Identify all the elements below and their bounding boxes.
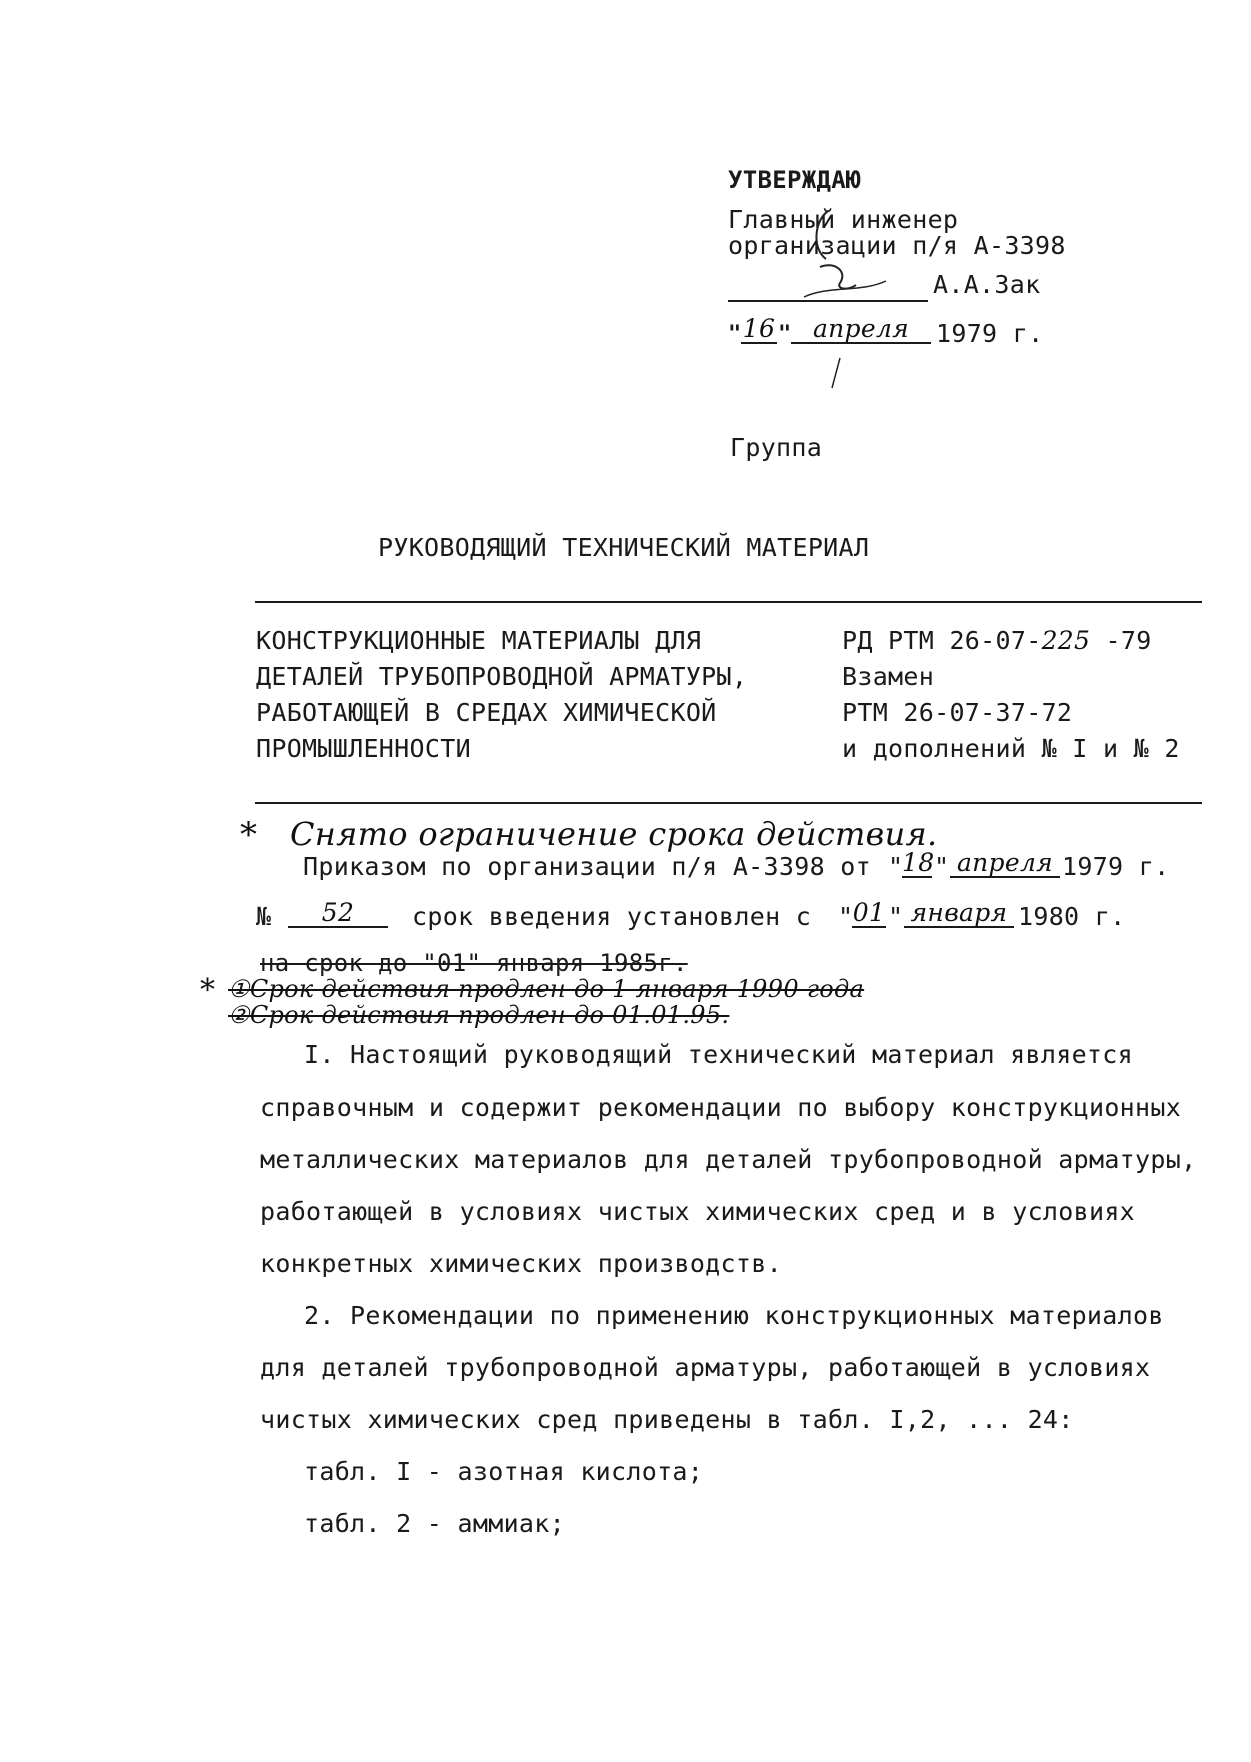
intro-quote-close: " bbox=[888, 902, 904, 931]
approval-date-month: апреля bbox=[791, 314, 931, 344]
designation-suffix: -79 bbox=[1090, 626, 1152, 655]
p2-line-1: 2. Рекомендации по применению конструкционных материалов bbox=[304, 1301, 1164, 1330]
p2-line-2: для деталей трубопроводной арматуры, работающей в условиях bbox=[260, 1353, 1151, 1382]
approval-position-line2: организации п/я А-3398 bbox=[728, 231, 1066, 260]
table-ref-2: табл. 2 - аммиак; bbox=[304, 1509, 565, 1538]
designation-replaces: Взамен bbox=[842, 662, 935, 691]
p1-line-3: металлических материалов для деталей трубопроводной арматуры, bbox=[260, 1145, 1197, 1174]
title-line-3: РАБОТАЮЩЕЙ В СРЕДАХ ХИМИЧЕСКОЙ bbox=[256, 698, 717, 727]
title-line-2: ДЕТАЛЕЙ ТРУБОПРОВОДНОЙ АРМАТУРЫ, bbox=[256, 662, 748, 691]
struck-term: на срок до "01" января 1985г. bbox=[260, 949, 688, 977]
p1-line-1: I. Настоящий руководящий технический материал является bbox=[304, 1040, 1133, 1069]
approval-title: УТВЕРЖДАЮ bbox=[728, 166, 861, 194]
order-text: Приказом по организации п/я А-3398 от bbox=[303, 852, 871, 881]
order-number: 52 bbox=[288, 898, 388, 928]
p1-line-2: справочным и содержит рекомендации по выбору конструкционных bbox=[260, 1093, 1182, 1122]
order-year: 1979 г. bbox=[1062, 852, 1170, 881]
note-star-2: * bbox=[200, 973, 216, 1008]
top-rule bbox=[255, 601, 1202, 603]
approval-date-year: 1979 г. bbox=[936, 319, 1044, 348]
approver-name: А.А.Зак bbox=[933, 270, 1041, 299]
extension-2: ②Срок действия продлен до 01.01.95. bbox=[228, 1001, 730, 1029]
order-day: 18 bbox=[902, 848, 935, 877]
note-star-1: * bbox=[240, 815, 258, 855]
order-month: апреля bbox=[950, 848, 1060, 878]
approval-date-day: 16 bbox=[742, 314, 776, 343]
p2-line-3: чистых химических сред приведены в табл. I,2, ... 24: bbox=[260, 1405, 1074, 1434]
table-ref-1: табл. I - азотная кислота; bbox=[304, 1457, 704, 1486]
intro-text: срок введения установлен с bbox=[412, 902, 812, 931]
order-quote-open: " bbox=[888, 852, 904, 881]
approval-position-line1: Главный инженер bbox=[728, 205, 959, 234]
designation-code bbox=[842, 626, 1152, 656]
order-quote-close: " bbox=[934, 852, 950, 881]
title-line-1: КОНСТРУКЦИОННЫЕ МАТЕРИАЛЫ ДЛЯ bbox=[256, 626, 702, 655]
approval-date-quote-open: " bbox=[728, 322, 742, 347]
tick-mark bbox=[826, 356, 846, 390]
intro-day: 01 bbox=[852, 898, 886, 927]
note-removed-limit: Снято ограничение срока действия. bbox=[290, 815, 938, 853]
signature-mark bbox=[790, 205, 900, 305]
intro-month: января bbox=[904, 898, 1014, 928]
designation-old-code: РТМ 26-07-37-72 bbox=[842, 698, 1073, 727]
extension-1: ①Срок действия продлен до 1 января 1990 года bbox=[228, 975, 865, 1003]
doc-type-heading: РУКОВОДЯЩИЙ ТЕХНИЧЕСКИЙ МАТЕРИАЛ bbox=[378, 533, 870, 562]
designation-amendments: и дополнений № I и № 2 bbox=[842, 734, 1180, 763]
intro-year: 1980 г. bbox=[1018, 902, 1126, 931]
order-num-label: № bbox=[256, 902, 272, 931]
group-label: Группа bbox=[730, 433, 823, 462]
p1-line-5: конкретных химических производств. bbox=[260, 1249, 782, 1278]
bottom-rule bbox=[255, 802, 1202, 804]
designation-number: 225 bbox=[1041, 626, 1091, 655]
designation-prefix: РД РТМ 26-07- bbox=[842, 626, 1042, 655]
intro-quote-open: " bbox=[838, 902, 854, 931]
approval-date-quote-close: " bbox=[778, 322, 792, 347]
p1-line-4: работающей в условиях чистых химических сред и в условиях bbox=[260, 1197, 1136, 1226]
title-line-4: ПРОМЫШЛЕННОСТИ bbox=[256, 734, 471, 763]
